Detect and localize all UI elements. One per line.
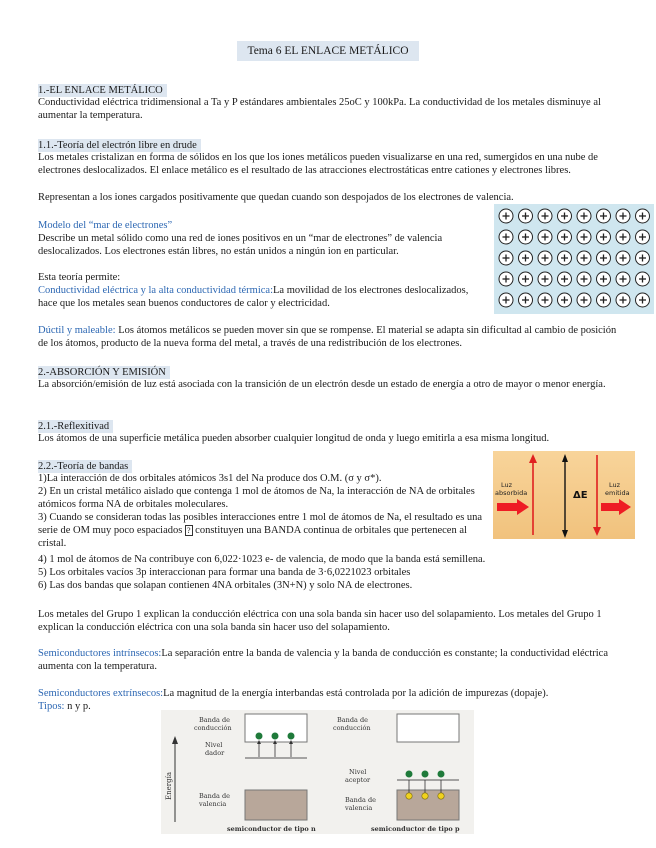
positive-ion-icon	[577, 293, 591, 307]
electron-sea-figure	[494, 204, 654, 314]
text-conductividad-termica: La movilidad de los electrones deslocalizados, hace que los metales sean buenos conductores de calor y electricidad.	[38, 285, 469, 309]
positive-ion-icon	[597, 251, 611, 265]
paragraph-conductividad: Conductividad eléctrica tridimensional a Ta y P estándares ambientales 25oC y 100kPa. La conductividad de los metales disminuye al aumentar la temperatura.	[38, 97, 601, 121]
paragraph-grupo-1: Los metales del Grupo 1 explican la conducción eléctrica con una sola banda sin hacer uso del solapamiento. Los metales del Grupo 1 explican la conducción eléctrica con una sola banda sin hacer uso del solapamiento.	[38, 609, 602, 633]
positive-ion-icon	[538, 230, 552, 244]
list-item-6: 6) Las dos bandas que solapan contienen 4NA orbitales (3N+N) y solo NA de electrones.	[38, 580, 413, 591]
p-acceptor-label-2: aceptor	[345, 776, 371, 784]
p-cond-label-1: Banda de	[337, 716, 368, 724]
positive-ion-icon	[577, 251, 591, 265]
positive-ion-icon	[636, 230, 650, 244]
n-donor-label-2: dador	[205, 749, 225, 757]
positive-ion-icon	[499, 272, 513, 286]
list-item-3	[38, 512, 490, 550]
positive-ion-icon	[558, 272, 572, 286]
positive-ion-icon	[499, 251, 513, 265]
missing-glyph-box: ?	[186, 525, 191, 535]
positive-ion-lattice	[494, 204, 654, 314]
positive-ion-icon	[636, 293, 650, 307]
list-item-2: 2) En un cristal metálico aislado que contenga 1 mol de átomos de Na, la interacción de NA de orbitales atómicos forma NA de orbitales moleculares.	[38, 486, 475, 510]
paragraph-cristalizan: Los metales cristalizan en forma de sólidos en los que los iones metálicos pueden visualizarse en una red, sumergidos en una nube de electrones deslocalizados. El enlace metálico es el resultado de las atracciones electrostáticas entre cationes y electrones libres.	[38, 152, 598, 176]
p-acceptor-label-1: Nivel	[349, 768, 367, 776]
positive-ion-icon	[616, 251, 630, 265]
positive-ion-icon	[558, 209, 572, 223]
positive-ion-icon	[597, 293, 611, 307]
paragraph-reflexitivad: Los átomos de una superficie metálica pueden absorber cualquier longitud de onda y luego emitirla a esa misma longitud.	[38, 433, 550, 444]
n-cond-label-1: Banda de	[199, 716, 230, 724]
label-tipos: Tipos:	[38, 701, 65, 712]
section-heading-reflexitivad: 2.1.-Reflexitivad	[38, 420, 113, 433]
n-val-label-1: Banda de	[199, 792, 230, 800]
positive-ion-icon	[558, 251, 572, 265]
paragraph-tipos	[38, 701, 91, 714]
positive-ion-icon	[538, 209, 552, 223]
positive-ion-icon	[519, 209, 533, 223]
section-heading-drude: 1.1.-Teoría del electrón libre en drude	[38, 139, 201, 152]
n-donor-label-1: Nivel	[205, 741, 223, 749]
section-heading-enlace-metalico: 1.-EL ENLACE METÁLICO	[38, 84, 167, 97]
positive-ion-icon	[616, 293, 630, 307]
label-ductil-maleable: Dúctil y maleable:	[38, 325, 116, 336]
energy-axis-label: Energía	[165, 772, 173, 800]
paragraph-extrinsecos	[38, 688, 638, 701]
positive-ion-icon	[577, 272, 591, 286]
text-tipos: n y p.	[64, 701, 91, 712]
list-item-5: 5) Los orbitales vacíos 3p interaccionan para formar una banda de 3·6,0221023 orbitales	[38, 567, 411, 578]
list-item-3-cont: constituyen una BANDA continua de orbitales que pertenecen al cristal.	[38, 524, 467, 549]
label-conductividad-termica: Conductividad eléctrica y la alta conductividad térmica:	[38, 285, 273, 296]
positive-ion-icon	[597, 209, 611, 223]
positive-ion-icon	[519, 251, 533, 265]
positive-ion-icon	[616, 272, 630, 286]
p-cond-label-2: conducción	[333, 724, 371, 732]
paragraph-intrinsecos	[38, 648, 628, 674]
paragraph-absorcion: La absorción/emisión de luz está asociada con la transición de un electrón desde un estado de energía a otro de mayor o menor energía.	[38, 379, 606, 390]
n-valence-band	[245, 790, 307, 820]
positive-ion-icon	[558, 230, 572, 244]
section-heading-teoria-bandas: 2.2.-Teoría de bandas	[38, 460, 132, 473]
heading-mar-de-electrones: Modelo del “mar de electrones”	[38, 220, 173, 231]
energy-transition-diagram	[493, 451, 635, 539]
light-emitted-label-1: Luz	[609, 481, 621, 489]
positive-ion-icon	[519, 272, 533, 286]
positive-ion-icon	[499, 293, 513, 307]
light-emitted-label-2: emitida	[605, 489, 630, 497]
page-title: Tema 6 EL ENLACE METÁLICO	[237, 41, 419, 61]
positive-ion-icon	[519, 293, 533, 307]
positive-ion-icon	[538, 272, 552, 286]
positive-ion-icon	[636, 209, 650, 223]
positive-ion-icon	[577, 209, 591, 223]
p-conduction-band	[397, 714, 459, 742]
section-heading-absorcion: 2.-ABSORCIÓN Y EMISIÓN	[38, 366, 170, 379]
label-extrinsecos: Semiconductores extrínsecos:	[38, 688, 164, 699]
positive-ion-icon	[616, 209, 630, 223]
caption-p-type: semiconductor de tipo p	[371, 825, 460, 833]
positive-ion-icon	[538, 251, 552, 265]
positive-ion-icon	[558, 293, 572, 307]
semiconductor-bands-diagram	[161, 710, 474, 834]
list-item-4: 4) 1 mol de átomos de Na contribuye con 6,022·1023 e- de valencia, de modo que la banda está semillena.	[38, 554, 486, 565]
caption-n-type: semiconductor de tipo n	[227, 825, 316, 833]
label-intrinsecos: Semiconductores intrínsecos:	[38, 648, 162, 659]
positive-ion-icon	[597, 230, 611, 244]
positive-ion-icon	[519, 230, 533, 244]
positive-ion-icon	[577, 230, 591, 244]
paragraph-ductil-maleable	[38, 325, 628, 351]
light-absorbed-label-2: absorbida	[495, 489, 528, 497]
text-extrinsecos: La magnitud de la energía interbandas está controlada por la adición de impurezas (dopaje).	[163, 688, 549, 699]
list-item-3-text: 3) Cuando se consideran todas las posibles interacciones entre 1 mol de átomos de Na, el resultado es una serie de OM muy poco espaciados	[38, 512, 483, 536]
light-absorption-emission-figure	[493, 451, 635, 539]
positive-ion-icon	[499, 209, 513, 223]
positive-ion-icon	[597, 272, 611, 286]
text-ductil-maleable: Los átomos metálicos se pueden mover sin que se rompense. El material se adapta sin dificultad al cambio de posición de los átomos, producto de la nueva forma del metal, a través de una redistribución de los electrones.	[38, 325, 617, 349]
paragraph-teoria-permite: Esta teoría permite:	[38, 272, 121, 283]
positive-ion-icon	[499, 230, 513, 244]
delta-e-label: ΔE	[573, 490, 588, 501]
text-intrinsecos: La separación entre la banda de valencia y la banda de conducción es constante; la conductividad eléctrica aumenta con la temperatura.	[38, 648, 608, 672]
paragraph-representan: Representan a los iones cargados positivamente que quedan cuando son despojados de los electrones de valencia.	[38, 192, 514, 203]
positive-ion-icon	[538, 293, 552, 307]
paragraph-mar-descripcion: Describe un metal sólido como una red de iones positivos en un “mar de electrones” de valencia deslocalizados. Los electrones están libres, no están unidos a ningún ion en particular.	[38, 233, 443, 257]
positive-ion-icon	[636, 251, 650, 265]
semiconductor-bands-figure	[161, 710, 474, 834]
list-item-1: 1)La interacción de dos orbitales atómicos 3s1 del Na produce dos O.M. (σ y σ*).	[38, 473, 382, 484]
light-absorbed-label-1: Luz	[501, 481, 513, 489]
paragraph-conductividad-termica	[38, 285, 490, 311]
n-cond-label-2: conducción	[194, 724, 232, 732]
positive-ion-icon	[616, 230, 630, 244]
p-val-label-1: Banda de	[345, 796, 376, 804]
n-val-label-2: valencia	[199, 800, 227, 808]
positive-ion-icon	[636, 272, 650, 286]
p-val-label-2: valencia	[345, 804, 373, 812]
